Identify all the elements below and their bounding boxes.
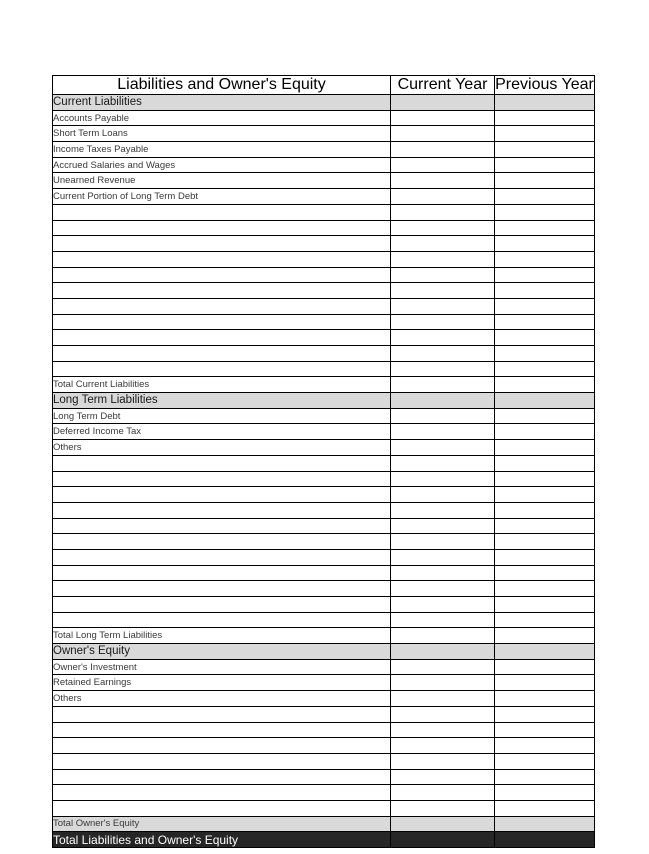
row-label-cell xyxy=(53,502,391,518)
row-label-cell: Total Owner's Equity xyxy=(53,816,391,832)
blank-entry-row xyxy=(53,236,595,252)
subtotal-row xyxy=(53,628,595,644)
section-heading-row xyxy=(53,95,595,111)
current-year-value-cell[interactable] xyxy=(391,549,495,565)
previous-year-value-cell[interactable] xyxy=(495,236,595,252)
line-item-row xyxy=(53,440,595,456)
previous-year-value-cell[interactable] xyxy=(495,267,595,283)
current-year-value-cell[interactable] xyxy=(391,95,495,111)
row-label-cell: Owner's Equity xyxy=(53,644,391,660)
current-year-value-cell[interactable] xyxy=(391,534,495,550)
current-year-value-cell[interactable] xyxy=(391,597,495,613)
current-year-value-cell[interactable] xyxy=(391,361,495,377)
row-label-cell xyxy=(53,346,391,362)
section-heading-row xyxy=(53,644,595,660)
current-year-value-cell[interactable] xyxy=(391,722,495,738)
previous-year-value-cell[interactable] xyxy=(495,220,595,236)
line-item-row xyxy=(53,408,595,424)
blank-entry-row xyxy=(53,502,595,518)
previous-year-value-cell[interactable] xyxy=(495,424,595,440)
blank-entry-row xyxy=(53,534,595,550)
row-label-cell xyxy=(53,612,391,628)
previous-year-value-cell[interactable] xyxy=(495,471,595,487)
blank-entry-row xyxy=(53,361,595,377)
current-year-value-cell[interactable] xyxy=(391,455,495,471)
row-label-cell: Others xyxy=(53,691,391,707)
current-year-value-cell[interactable] xyxy=(391,157,495,173)
current-year-value-cell[interactable] xyxy=(391,738,495,754)
previous-year-value-cell[interactable] xyxy=(495,612,595,628)
previous-year-value-cell[interactable] xyxy=(495,361,595,377)
blank-entry-row xyxy=(53,565,595,581)
previous-year-value-cell[interactable] xyxy=(495,816,595,832)
current-year-value-cell[interactable] xyxy=(391,314,495,330)
current-year-value-cell[interactable] xyxy=(391,267,495,283)
row-label-cell: Long Term Debt xyxy=(53,408,391,424)
blank-entry-row xyxy=(53,753,595,769)
current-year-value-cell[interactable] xyxy=(391,424,495,440)
blank-entry-row xyxy=(53,800,595,816)
current-year-value-cell[interactable] xyxy=(391,189,495,205)
line-item-row xyxy=(53,659,595,675)
line-item-row xyxy=(53,424,595,440)
previous-year-value-cell[interactable] xyxy=(495,518,595,534)
blank-entry-row xyxy=(53,267,595,283)
current-year-value-cell[interactable] xyxy=(391,110,495,126)
subtotal-row xyxy=(53,816,595,832)
blank-entry-row xyxy=(53,706,595,722)
line-item-row xyxy=(53,142,595,158)
previous-year-value-cell[interactable] xyxy=(495,722,595,738)
previous-year-value-cell[interactable] xyxy=(495,581,595,597)
row-label-cell: Accrued Salaries and Wages xyxy=(53,157,391,173)
previous-year-value-cell[interactable] xyxy=(495,644,595,660)
previous-year-value-cell[interactable] xyxy=(495,628,595,644)
header-cell-current-year: Current Year xyxy=(391,76,495,95)
line-item-row xyxy=(53,110,595,126)
row-label-cell xyxy=(53,283,391,299)
line-item-row xyxy=(53,189,595,205)
line-item-row xyxy=(53,691,595,707)
current-year-value-cell[interactable] xyxy=(391,298,495,314)
current-year-value-cell[interactable] xyxy=(391,565,495,581)
row-label-cell xyxy=(53,471,391,487)
current-year-value-cell[interactable] xyxy=(391,220,495,236)
current-year-value-cell[interactable] xyxy=(391,204,495,220)
table-body xyxy=(53,95,595,848)
previous-year-value-cell[interactable] xyxy=(495,251,595,267)
previous-year-value-cell[interactable] xyxy=(495,95,595,111)
row-label-cell xyxy=(53,769,391,785)
current-year-value-cell[interactable] xyxy=(391,251,495,267)
current-year-value-cell[interactable] xyxy=(391,518,495,534)
line-item-row xyxy=(53,126,595,142)
row-label-cell: Owner's Investment xyxy=(53,659,391,675)
previous-year-value-cell[interactable] xyxy=(495,832,595,848)
header-cell-previous-year: Previous Year xyxy=(495,76,594,93)
current-year-value-cell[interactable] xyxy=(391,440,495,456)
row-label-cell xyxy=(53,581,391,597)
blank-entry-row xyxy=(53,346,595,362)
current-year-value-cell[interactable] xyxy=(391,173,495,189)
row-label-cell xyxy=(53,330,391,346)
previous-year-value-cell[interactable] xyxy=(495,769,595,785)
previous-year-value-cell[interactable] xyxy=(495,691,595,707)
current-year-value-cell[interactable] xyxy=(391,236,495,252)
previous-year-value-cell[interactable] xyxy=(495,204,595,220)
blank-entry-row xyxy=(53,455,595,471)
blank-entry-row xyxy=(53,549,595,565)
previous-year-value-cell[interactable] xyxy=(495,283,595,299)
current-year-value-cell[interactable] xyxy=(391,346,495,362)
row-label-cell xyxy=(53,706,391,722)
previous-year-value-cell[interactable] xyxy=(495,706,595,722)
row-label-cell: Deferred Income Tax xyxy=(53,424,391,440)
current-year-value-cell[interactable] xyxy=(391,330,495,346)
blank-entry-row xyxy=(53,471,595,487)
row-label-cell xyxy=(53,455,391,471)
current-year-value-cell[interactable] xyxy=(391,800,495,816)
blank-entry-row xyxy=(53,769,595,785)
subtotal-row xyxy=(53,377,595,393)
blank-entry-row xyxy=(53,220,595,236)
blank-entry-row xyxy=(53,738,595,754)
previous-year-value-cell[interactable] xyxy=(495,502,595,518)
previous-year-value-cell[interactable] xyxy=(495,487,595,503)
row-label-cell: Current Liabilities xyxy=(53,95,391,111)
current-year-value-cell[interactable] xyxy=(391,471,495,487)
current-year-value-cell[interactable] xyxy=(391,675,495,691)
current-year-value-cell[interactable] xyxy=(391,753,495,769)
line-item-row xyxy=(53,173,595,189)
current-year-value-cell[interactable] xyxy=(391,377,495,393)
row-label-cell xyxy=(53,251,391,267)
previous-year-value-cell[interactable] xyxy=(495,110,595,126)
blank-entry-row xyxy=(53,487,595,503)
current-year-value-cell[interactable] xyxy=(391,612,495,628)
previous-year-value-cell[interactable] xyxy=(495,126,595,142)
current-year-value-cell[interactable] xyxy=(391,581,495,597)
current-year-value-cell[interactable] xyxy=(391,502,495,518)
current-year-value-cell[interactable] xyxy=(391,691,495,707)
previous-year-value-cell[interactable] xyxy=(495,549,595,565)
row-label-cell xyxy=(53,361,391,377)
previous-year-value-cell[interactable] xyxy=(495,597,595,613)
current-year-value-cell[interactable] xyxy=(391,126,495,142)
current-year-value-cell[interactable] xyxy=(391,408,495,424)
row-label-cell: Retained Earnings xyxy=(53,675,391,691)
current-year-value-cell[interactable] xyxy=(391,487,495,503)
row-label-cell: Total Current Liabilities xyxy=(53,377,391,393)
previous-year-value-cell[interactable] xyxy=(495,738,595,754)
blank-entry-row xyxy=(53,722,595,738)
row-label-cell xyxy=(53,518,391,534)
current-year-value-cell[interactable] xyxy=(391,644,495,660)
row-label-cell xyxy=(53,487,391,503)
current-year-value-cell[interactable] xyxy=(391,283,495,299)
blank-entry-row xyxy=(53,330,595,346)
row-label-cell xyxy=(53,800,391,816)
row-label-cell xyxy=(53,314,391,330)
previous-year-value-cell[interactable] xyxy=(495,298,595,314)
row-label-cell: Income Taxes Payable xyxy=(53,142,391,158)
row-label-cell: Short Term Loans xyxy=(53,126,391,142)
previous-year-value-cell[interactable] xyxy=(495,440,595,456)
row-label-cell xyxy=(53,298,391,314)
row-label-cell: Long Term Liabilities xyxy=(53,393,391,409)
row-label-cell xyxy=(53,204,391,220)
previous-year-value-cell[interactable] xyxy=(495,346,595,362)
previous-year-value-cell[interactable] xyxy=(495,408,595,424)
previous-year-value-cell[interactable] xyxy=(495,157,595,173)
blank-entry-row xyxy=(53,785,595,801)
row-label-cell: Current Portion of Long Term Debt xyxy=(53,189,391,205)
row-label-cell xyxy=(53,236,391,252)
grand-total-row xyxy=(53,832,595,848)
row-label-cell xyxy=(53,753,391,769)
row-label-cell: Total Liabilities and Owner's Equity xyxy=(53,832,391,848)
row-label-cell xyxy=(53,785,391,801)
blank-entry-row xyxy=(53,597,595,613)
line-item-row xyxy=(53,675,595,691)
previous-year-value-cell[interactable] xyxy=(495,189,595,205)
previous-year-value-cell[interactable] xyxy=(495,800,595,816)
table-header xyxy=(53,76,595,95)
balance-sheet-table xyxy=(52,75,595,848)
previous-year-value-cell[interactable] xyxy=(495,173,595,189)
row-label-cell xyxy=(53,565,391,581)
previous-year-value-cell[interactable] xyxy=(495,330,595,346)
section-heading-row xyxy=(53,393,595,409)
blank-entry-row xyxy=(53,518,595,534)
previous-year-value-cell[interactable] xyxy=(495,675,595,691)
blank-entry-row xyxy=(53,314,595,330)
blank-entry-row xyxy=(53,612,595,628)
current-year-value-cell[interactable] xyxy=(391,816,495,832)
current-year-value-cell[interactable] xyxy=(391,769,495,785)
current-year-value-cell[interactable] xyxy=(391,659,495,675)
previous-year-value-cell[interactable] xyxy=(495,455,595,471)
blank-entry-row xyxy=(53,581,595,597)
row-label-cell xyxy=(53,220,391,236)
row-label-cell xyxy=(53,549,391,565)
current-year-value-cell[interactable] xyxy=(391,832,495,848)
current-year-value-cell[interactable] xyxy=(391,706,495,722)
row-label-cell xyxy=(53,534,391,550)
row-label-cell: Others xyxy=(53,440,391,456)
previous-year-value-cell[interactable] xyxy=(495,785,595,801)
current-year-value-cell[interactable] xyxy=(391,393,495,409)
previous-year-value-cell[interactable] xyxy=(495,753,595,769)
current-year-value-cell[interactable] xyxy=(391,785,495,801)
current-year-value-cell[interactable] xyxy=(391,142,495,158)
row-label-cell xyxy=(53,722,391,738)
row-label-cell: Accounts Payable xyxy=(53,110,391,126)
row-label-cell: Unearned Revenue xyxy=(53,173,391,189)
previous-year-value-cell[interactable] xyxy=(495,659,595,675)
blank-entry-row xyxy=(53,283,595,299)
row-label-cell: Total Long Term Liabilities xyxy=(53,628,391,644)
current-year-value-cell[interactable] xyxy=(391,628,495,644)
previous-year-value-cell[interactable] xyxy=(495,534,595,550)
blank-entry-row xyxy=(53,204,595,220)
blank-entry-row xyxy=(53,251,595,267)
row-label-cell xyxy=(53,267,391,283)
previous-year-value-cell[interactable] xyxy=(495,393,595,409)
row-label-cell xyxy=(53,738,391,754)
previous-year-value-cell[interactable] xyxy=(495,377,595,393)
previous-year-value-cell[interactable] xyxy=(495,565,595,581)
previous-year-value-cell[interactable] xyxy=(495,142,595,158)
row-label-cell xyxy=(53,597,391,613)
previous-year-value-cell[interactable] xyxy=(495,314,595,330)
line-item-row xyxy=(53,157,595,173)
blank-entry-row xyxy=(53,298,595,314)
header-cell-title: Liabilities and Owner's Equity xyxy=(53,76,391,95)
table-header-row xyxy=(53,76,595,95)
